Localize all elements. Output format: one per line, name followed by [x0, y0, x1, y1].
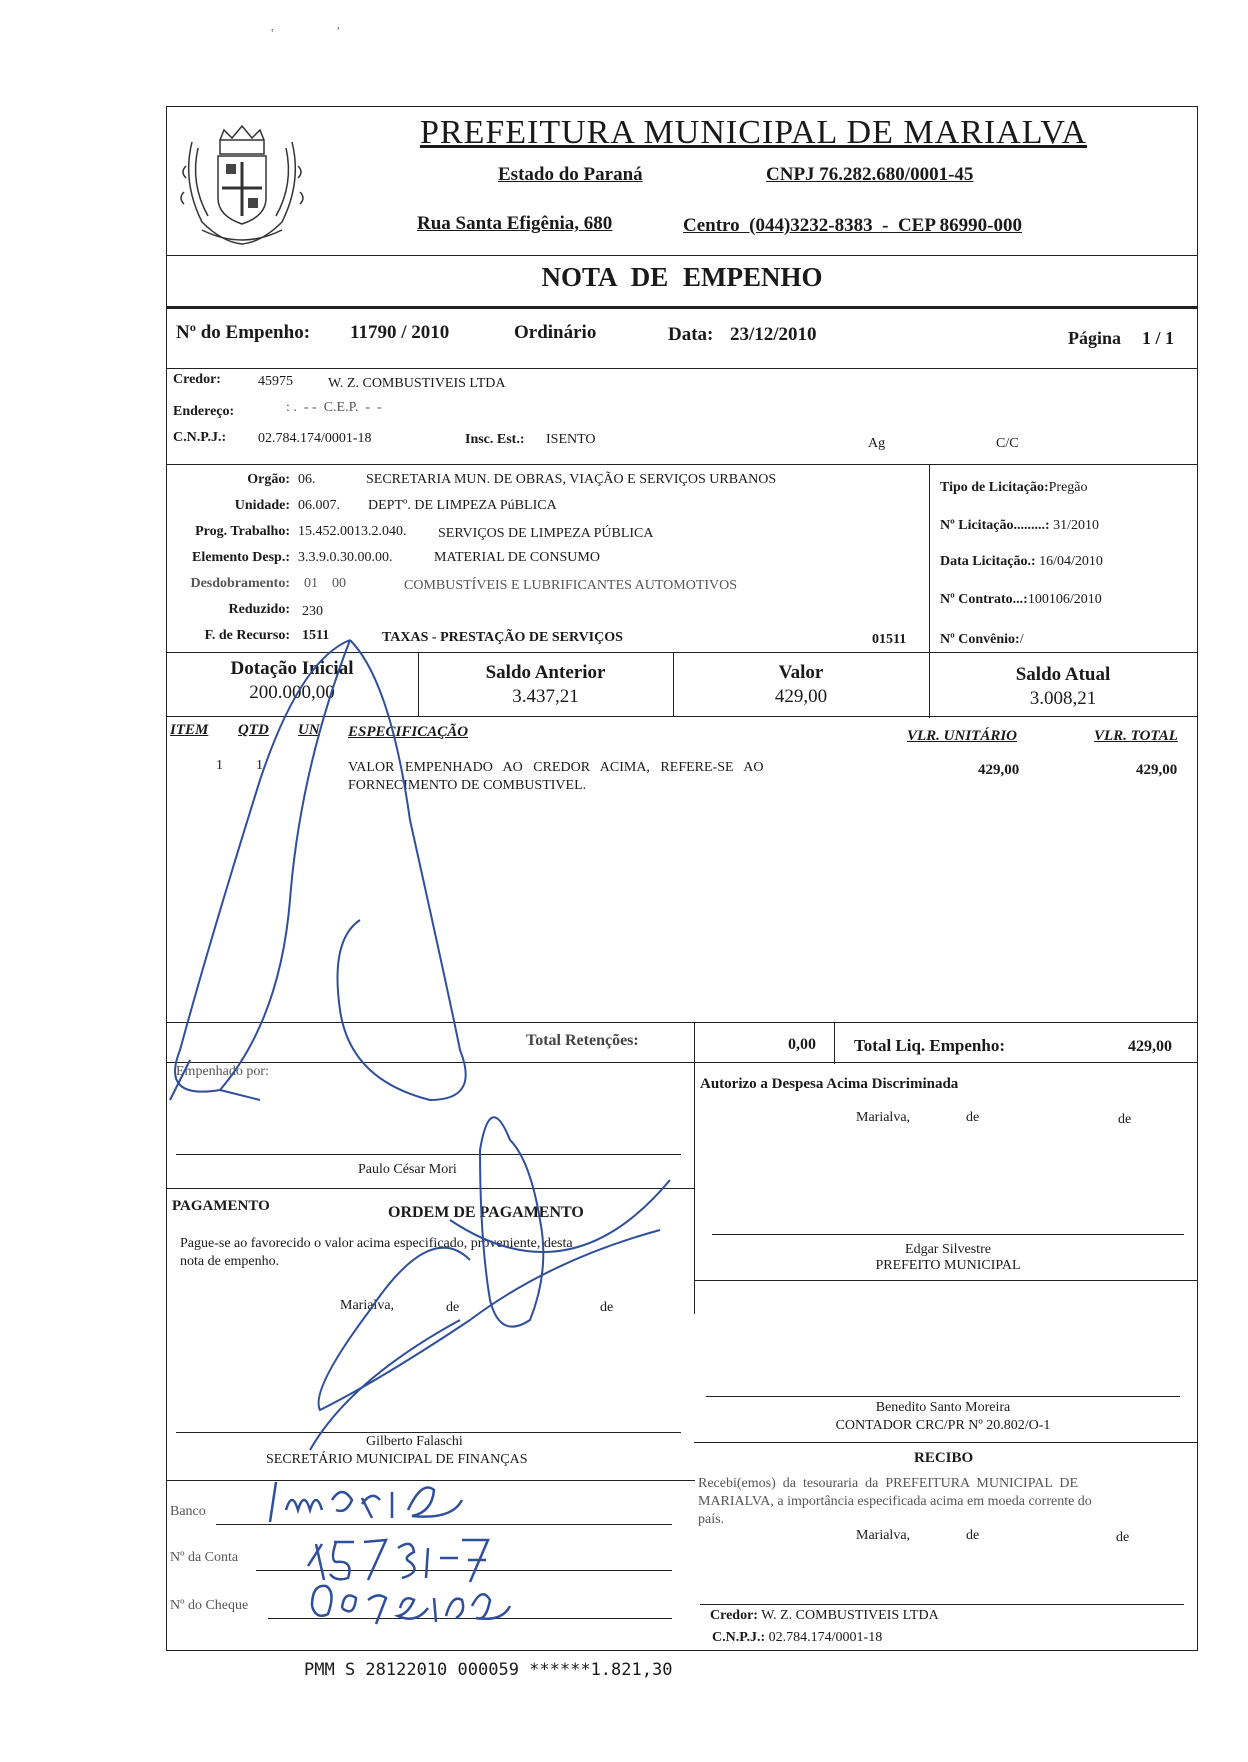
- empenho-number-label: Nº do Empenho:: [176, 322, 311, 343]
- col-especificacao: ESPECIFICAÇÃO: [348, 724, 469, 740]
- header-title: PREFEITURA MUNICIPAL DE MARIALVA: [420, 114, 1088, 151]
- orgao-name: SECRETARIA MUN. DE OBRAS, VIAÇÃO E SERVIÇOS URBANOS: [366, 472, 777, 487]
- unidade-label: Unidade:: [234, 498, 290, 513]
- recibo-place: Marialva,: [856, 1528, 911, 1543]
- autorizo-label: Autorizo a Despesa Acima Discriminada: [700, 1076, 959, 1092]
- endereco-label: Endereço:: [173, 404, 235, 419]
- empenhado-signer: Paulo César Mori: [358, 1162, 457, 1177]
- desdobramento-name: COMBUSTÍVEIS E LUBRIFICANTES AUTOMOTIVOS: [404, 578, 738, 593]
- insc-value: ISENTO: [546, 432, 596, 447]
- dotacao-inicial-label: Dotação Inicial: [230, 658, 354, 679]
- unidade-name: DEPTº. DE LIMPEZA PúBLICA: [368, 498, 557, 513]
- empenhado-label: Empenhado por:: [176, 1064, 269, 1079]
- tipo-licitacao-label: Tipo de Licitação:: [940, 480, 1049, 495]
- tipo-licitacao: [940, 480, 1088, 496]
- credor-code: 45975: [258, 374, 293, 389]
- dotacao-inicial-value: 200.000,00: [249, 682, 335, 703]
- retencoes-value: 0,00: [788, 1036, 816, 1053]
- contador-role: CONTADOR CRC/PR Nº 20.802/O-1: [835, 1418, 1051, 1433]
- prog-label: Prog. Trabalho:: [195, 524, 290, 539]
- desdobramento-code: 01 00: [304, 576, 346, 591]
- recibo-cnpj: [712, 1630, 882, 1646]
- page-number: 1 / 1: [1142, 328, 1175, 348]
- contador-sign-line: [706, 1396, 1180, 1397]
- saldo-atual-label: Saldo Atual: [1015, 664, 1111, 685]
- row-item: 1: [216, 758, 223, 773]
- numero-licitacao-label: Nº Licitação.........:: [940, 518, 1050, 533]
- divider-contador: [694, 1442, 1197, 1443]
- elemento-name: MATERIAL DE CONSUMO: [434, 550, 600, 565]
- valor-value: 429,00: [774, 686, 828, 707]
- autorizo-signer: Edgar Silvestre: [905, 1242, 991, 1257]
- empenho-date-label: Data:: [668, 324, 714, 345]
- autorizo-place: Marialva,: [856, 1110, 911, 1125]
- top-mark-2: ʾ: [336, 26, 341, 41]
- header-cnpj: CNPJ 76.282.680/0001-45: [766, 164, 974, 185]
- header-state: Estado do Paraná: [498, 164, 643, 185]
- autorizo-de1: de: [966, 1110, 980, 1125]
- conta-label: Nº da Conta: [170, 1550, 239, 1565]
- autorizo-de2: de: [1118, 1112, 1132, 1127]
- page-label: Página: [1068, 328, 1122, 348]
- recibo-de1: de: [966, 1528, 980, 1543]
- recibo-cnpj-value: 02.784.174/0001-18: [768, 1630, 883, 1645]
- recurso-label: F. de Recurso:: [204, 628, 290, 643]
- bank-stamp: PMM S 28122010 000059 ******1.821,30: [304, 1660, 673, 1680]
- divider-totals-2: [834, 1022, 835, 1064]
- col-qtd: QTD: [238, 722, 269, 738]
- cheque-handwriting: [306, 1578, 516, 1639]
- recibo-sign-line: [700, 1604, 1184, 1605]
- autorizo-role: PREFEITO MUNICIPAL: [875, 1258, 1021, 1273]
- saldo-anterior-value: 3.437,21: [512, 686, 579, 707]
- credor-label: Credor:: [173, 372, 221, 387]
- contrato-label: Nº Contrato...:: [940, 592, 1028, 607]
- contrato-value: 100106/2010: [1027, 592, 1102, 607]
- prog-code: 15.452.0013.2.040.: [298, 524, 407, 539]
- credor-name: W. Z. COMBUSTIVEIS LTDA: [328, 376, 506, 391]
- row-total-value: 429,00: [1136, 762, 1178, 778]
- doc-title: NOTA DE EMPENHO: [541, 262, 823, 292]
- convenio-label: Nº Convênio:: [940, 632, 1020, 647]
- recurso-code: 1511: [302, 628, 330, 643]
- credor-cnpj: 02.784.174/0001-18: [258, 431, 372, 446]
- recurso-number: 01511: [872, 632, 907, 647]
- cheque-handwriting-icon: [306, 1578, 516, 1634]
- banco-label: Banco: [170, 1504, 206, 1519]
- pagamento-de1: de: [446, 1300, 460, 1315]
- recibo-text-2: MARIALVA, a importância especificada acima em moeda corrente do: [698, 1494, 1092, 1509]
- recibo-text-3: país.: [698, 1512, 725, 1527]
- numero-licitacao: [940, 518, 1099, 534]
- liquido-value: 429,00: [1128, 1038, 1172, 1055]
- recibo-credor-value: W. Z. COMBUSTIVEIS LTDA: [761, 1608, 939, 1623]
- liquido-label: Total Liq. Empenho:: [854, 1036, 1005, 1055]
- recurso-name: TAXAS - PRESTAÇÃO DE SERVIÇOS: [382, 630, 623, 645]
- recibo-text-1: Recebi(emos) da tesouraria da PREFEITURA MUNICIPAL DE: [698, 1476, 1079, 1491]
- convenio-value: /: [1019, 632, 1024, 647]
- autorizo-sign-line: [712, 1234, 1184, 1235]
- row-spec-line2: FORNECIMENTO DE COMBUSTIVEL.: [348, 778, 587, 793]
- divider-credor: [166, 464, 1197, 465]
- valor-label: Valor: [778, 662, 824, 683]
- pagamento-place: Marialva,: [340, 1298, 395, 1313]
- desdobramento-label: Desdobramento:: [190, 576, 290, 591]
- reduzido-value: 230: [302, 604, 323, 619]
- title-divider: [166, 306, 1197, 309]
- col-vlr-total: VLR. TOTAL: [1094, 728, 1178, 744]
- col-vlr-unitario: VLR. UNITÁRIO: [907, 728, 1018, 744]
- unidade-code: 06.007.: [298, 498, 340, 513]
- tipo-licitacao-value: Pregão: [1048, 480, 1088, 495]
- pagamento-text-1: Pague-se ao favorecido o valor acima especificado, proveniente, desta: [180, 1236, 573, 1251]
- pagamento-label: PAGAMENTO: [172, 1198, 270, 1214]
- pagamento-role: SECRETÁRIO MUNICIPAL DE FINANÇAS: [266, 1452, 528, 1467]
- signature-scribble-icon: [150, 620, 710, 1480]
- recibo-cnpj-label: C.N.P.J.:: [712, 1630, 766, 1645]
- row-qtd: 1: [256, 758, 263, 773]
- pagamento-de2: de: [600, 1300, 614, 1315]
- header-street: Rua Santa Efigênia, 680: [417, 213, 613, 234]
- cc-label: C/C: [996, 436, 1019, 451]
- ag-label: Ag: [868, 436, 886, 451]
- data-licitacao-value: 16/04/2010: [1039, 554, 1103, 569]
- elemento-code: 3.3.9.0.30.00.00.: [298, 550, 393, 565]
- empenho-number: 11790 / 2010: [350, 322, 450, 343]
- contador-signer: Benedito Santo Moreira: [875, 1400, 1011, 1415]
- recibo-credor-label: Credor:: [710, 1608, 758, 1623]
- elemento-label: Elemento Desp.:: [192, 550, 290, 565]
- contrato: [940, 592, 1102, 608]
- divider-empenho: [166, 368, 1197, 369]
- header-address: Centro (044)3232-8383 - CEP 86990-000: [683, 215, 1022, 236]
- endereco-value: : . - - C.E.P. - -: [286, 400, 382, 415]
- recibo-de2: de: [1116, 1530, 1130, 1545]
- row-unit-value: 429,00: [978, 762, 1020, 778]
- insc-label: Insc. Est.:: [465, 432, 525, 447]
- retencoes-label: Total Retenções:: [526, 1032, 639, 1049]
- pagamento-signer: Gilberto Falaschi: [366, 1434, 463, 1449]
- saldo-anterior-label: Saldo Anterior: [485, 662, 606, 683]
- saldo-atual-value: 3.008,21: [1029, 688, 1097, 709]
- data-licitacao: [940, 554, 1103, 570]
- col-un: UN: [298, 722, 320, 738]
- empenho-date: 23/12/2010: [730, 324, 817, 345]
- data-licitacao-label: Data Licitação.:: [940, 554, 1036, 569]
- row-spec-line1: VALOR EMPENHADO AO CREDOR ACIMA, REFERE-SE AO: [348, 760, 764, 775]
- cheque-label: Nº do Cheque: [170, 1598, 249, 1613]
- coat-of-arms-icon: [172, 112, 312, 252]
- convenio: [940, 632, 1024, 648]
- ordem-pagamento-label: ORDEM DE PAGAMENTO: [388, 1204, 584, 1221]
- credor-cnpj-label: C.N.P.J.:: [173, 430, 227, 445]
- divider-autorizo: [694, 1280, 1197, 1281]
- orgao-label: Orgão:: [247, 472, 290, 487]
- empenho-type: Ordinário: [514, 322, 597, 343]
- top-mark-1: ʿ: [270, 28, 275, 43]
- col-item: ITEM: [170, 722, 209, 738]
- pagamento-text-2: nota de empenho.: [180, 1254, 280, 1269]
- prog-name: SERVIÇOS DE LIMPEZA PÚBLICA: [438, 526, 654, 541]
- numero-licitacao-value: 31/2010: [1053, 518, 1099, 533]
- recibo-credor: [710, 1608, 939, 1624]
- reduzido-label: Reduzido:: [228, 602, 290, 617]
- recibo-label: RECIBO: [914, 1450, 974, 1466]
- orgao-code: 06.: [298, 472, 316, 487]
